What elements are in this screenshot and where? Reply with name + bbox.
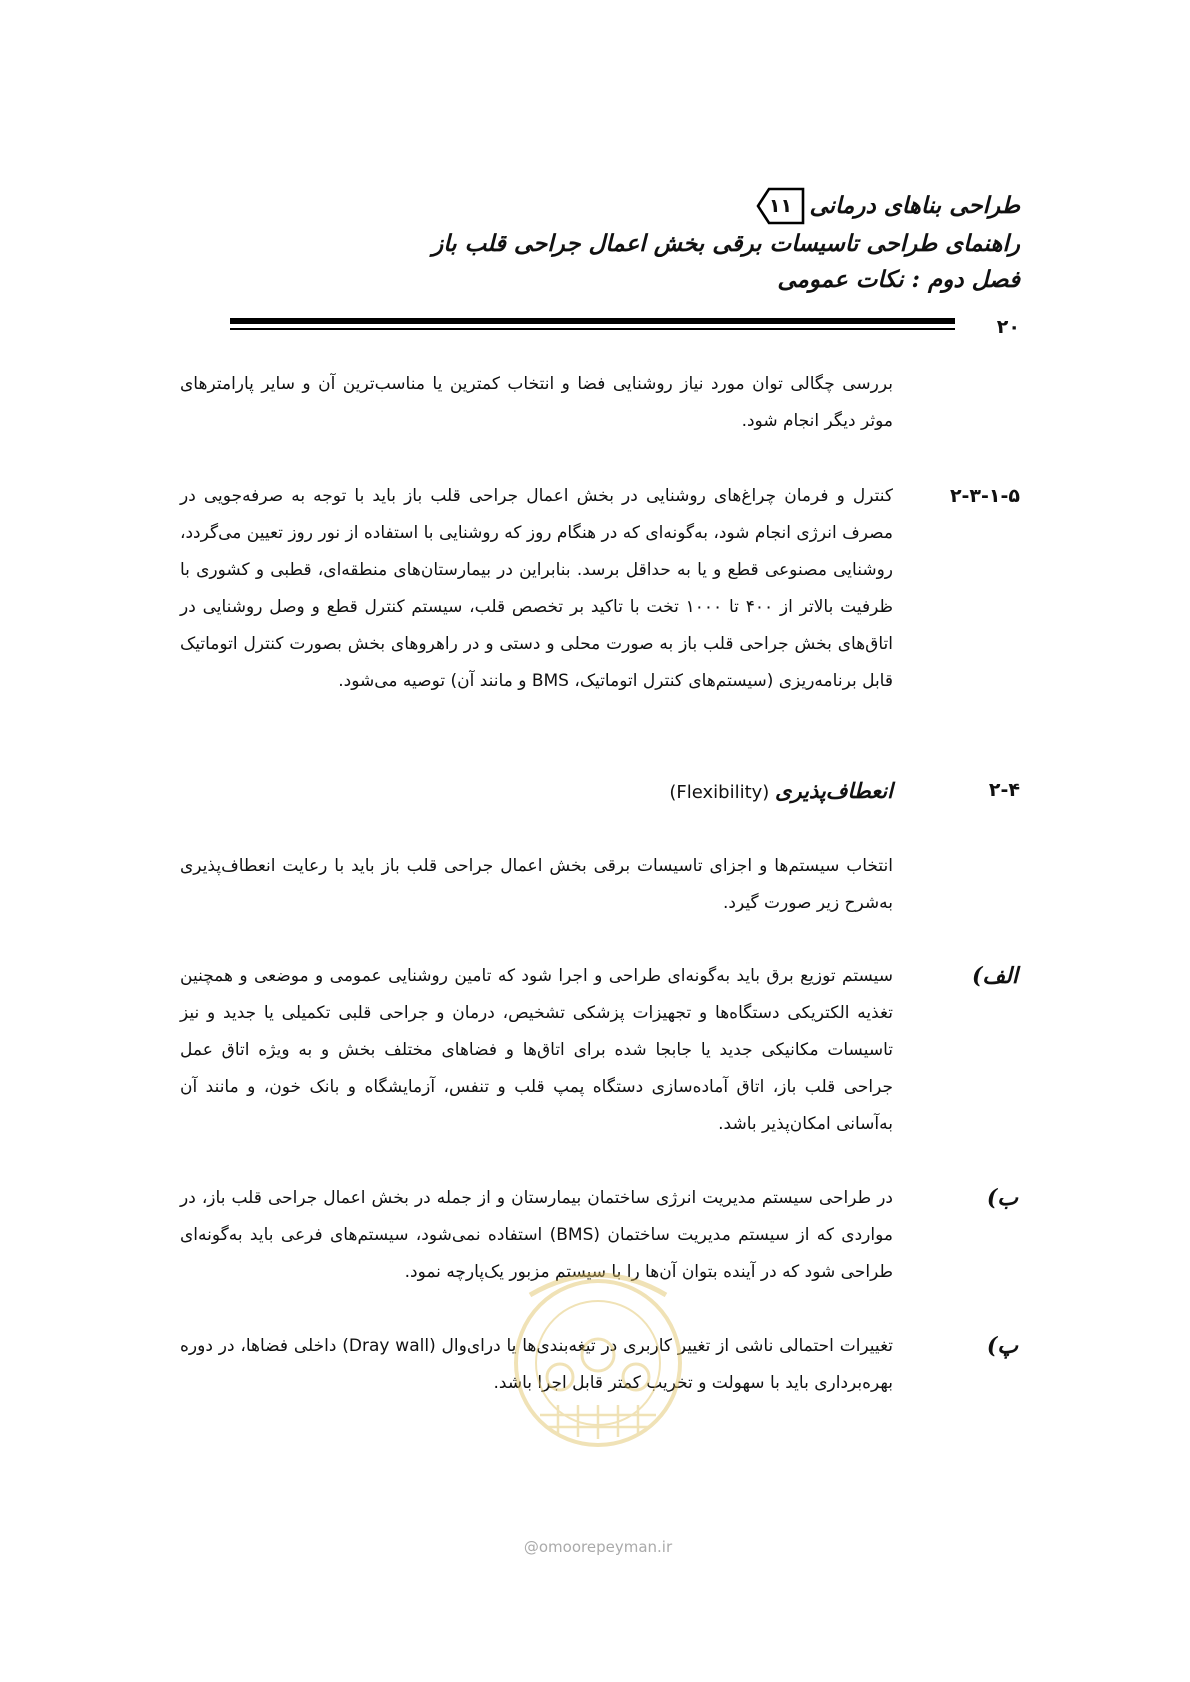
volume-number: ۱۱ <box>768 195 793 217</box>
item-label-pe: پ) <box>986 1333 1018 1359</box>
section-2-4-title: انعطاف‌پذیری <box>775 778 893 803</box>
item-label-be: ب) <box>986 1185 1018 1211</box>
item-alef-text: سیستم توزیع برق باید به‌گونه‌ای طراحی و اجرا شود که تامین روشنایی عمومی و موضعی و همچنین تغذیه الکتریکی دستگاه‌ها و تجهیزات پزشکی تشخیص، درمان و جراحی قلبی تکمیلی یا جدید و نیز تاسیسات مکانیکی جدید یا جابجا شده برای اتاق‌ها و فضاهای مختلف بخش و به ویژه اتاق عمل جراحی قلب باز، اتاق آماده‌سازی دستگاه پمپ قلب و تنفس، آزمایشگاه و بانک خون، و مانند آن به‌آسانی امکان‌پذیر باشد. <box>180 966 893 1134</box>
header-row-1 <box>160 186 1020 226</box>
section-2-3-1-5-text: کنترل و فرمان چراغ‌های روشنایی در بخش اعمال جراحی قلب باز باید با توجه به صرفه‌جویی در مصرف انرژی انجام شود، به‌گونه‌ای که در هنگام روز که روشنایی با استفاده از نور روز تعیین می‌گردد، روشنایی مصنوعی قطع و یا به حداقل برسد. بنابراین در بیمارستان‌های منطقه‌ای، قطبی و کشوری با ظرفیت بالاتر از ۴۰۰ تا ۱۰۰۰ تخت با تاکید بر تخصص قلب، سیستم کنترل قطع و وصل روشنایی در اتاق‌های بخش جراحی قلب باز به صورت محلی و دستی و در راهروهای بخش بصورت کنترل اتوماتیک قابل برنامه‌ریزی (سیستم‌های کنترل اتوماتیک، BMS و مانند آن) توصیه می‌شود. <box>180 486 893 691</box>
section-number-2-3-1-5: ۲-۳-۱-۵ <box>949 485 1020 507</box>
item-label-alef: الف) <box>972 963 1018 989</box>
page-number: ۲۰ <box>996 316 1020 338</box>
section-2-4-intro: انتخاب سیستم‌ها و اجزای تاسیسات برقی بخش اعمال جراحی قلب باز باید با رعایت انعطاف‌پذیری به‌شرح زیر صورت گیرد. <box>180 856 893 913</box>
section-2-4-heading <box>669 772 893 811</box>
header-rule-thick <box>230 318 955 324</box>
item-pe-text: تغییرات احتمالی ناشی از تغییر کاربری در تیغه‌بندی‌ها یا درای‌وال (Dray wall) داخلی فضاها، در دوره بهره‌برداری باید با سهولت و تخریب کمتر قابل اجرا باشد. <box>180 1336 893 1393</box>
item-be-text: در طراحی سیستم مدیریت انرژی ساختمان بیمارستان و از جمله در بخش اعمال جراحی قلب باز، در مواردی که از سیستم مدیریت ساختمان (BMS) استفاده نمی‌شود، سیستم‌های فرعی باید به‌گونه‌ای طراحی شود که در آینده بتوان آن‌ها را با سیستم مزبور یک‌پارچه نمود. <box>180 1188 894 1282</box>
header-rule-thin <box>230 328 955 330</box>
section-2-4-title-en: (Flexibility) <box>669 782 770 803</box>
page-header <box>160 186 1020 298</box>
intro-paragraph: بررسی چگالی توان مورد نیاز روشنایی فضا و انتخاب کمترین یا مناسب‌ترین آن و سایر پارامترهای موثر دیگر انجام شود. <box>180 374 893 431</box>
watermark-logo-icon <box>490 1255 706 1455</box>
section-number-2-4: ۲-۴ <box>988 779 1020 801</box>
chapter-title: فصل دوم : نکات عمومی <box>777 266 1020 293</box>
guide-title: راهنمای طراحی تاسیسات برقی بخش اعمال جراحی قلب باز <box>432 230 1020 257</box>
book-series-title: طراحی بناهای درمانی <box>809 192 1020 219</box>
volume-badge <box>755 186 805 226</box>
watermark-url: @omoorepeyman.ir <box>523 1538 673 1556</box>
